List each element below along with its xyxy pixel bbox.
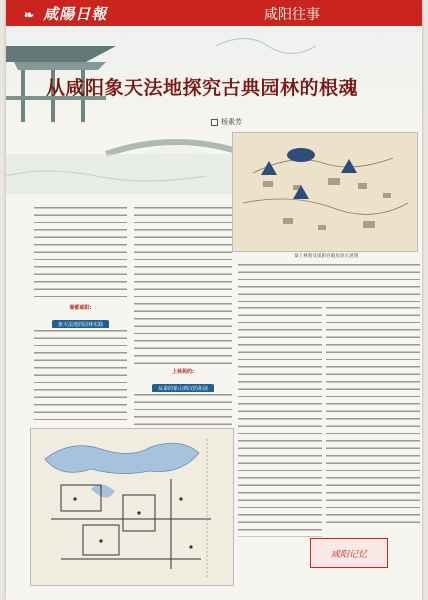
subhead-2	[134, 368, 232, 394]
article-title: 从咸阳象天法地探究古典园林的根魂	[46, 77, 359, 99]
byline-author: 杨素芳	[221, 118, 242, 126]
byline	[211, 117, 242, 127]
palace-map	[232, 132, 418, 252]
article-body-col2-part2	[134, 392, 232, 426]
article-body-col3	[238, 305, 322, 537]
top-map-caption: 秦上林苑及咸阳宫殿复原示意图	[294, 254, 359, 259]
section-title: 咸阳往事	[264, 7, 320, 23]
article-body-col3-top	[238, 262, 420, 302]
article-body-col1-part2	[34, 328, 127, 426]
article-body-col1-part1	[34, 205, 127, 301]
palace-map-drawing	[233, 133, 417, 251]
subhead-1	[34, 304, 127, 330]
article-body-col2-part1	[134, 205, 232, 367]
column-stamp: 咸阳记忆	[310, 538, 388, 568]
subhead-2-tag: 上林苑的:	[172, 369, 194, 375]
subhead-2-title: 从秦的象山到汉的拓展	[152, 384, 214, 393]
masthead-logo-icon: ❧	[24, 8, 36, 22]
masthead	[24, 3, 107, 24]
subhead-1-title: 象天法地的园林实践	[52, 320, 109, 329]
article-body-col4	[326, 305, 420, 527]
byline-box-icon	[211, 119, 218, 126]
masthead-text: 咸陽日報	[43, 5, 108, 23]
subhead-1-tag: 秦都咸阳:	[69, 305, 92, 311]
shanglin-park-map	[30, 428, 234, 586]
shanglin-park-map-drawing	[31, 429, 233, 585]
newspaper-page	[6, 0, 422, 600]
page-header	[6, 0, 422, 26]
